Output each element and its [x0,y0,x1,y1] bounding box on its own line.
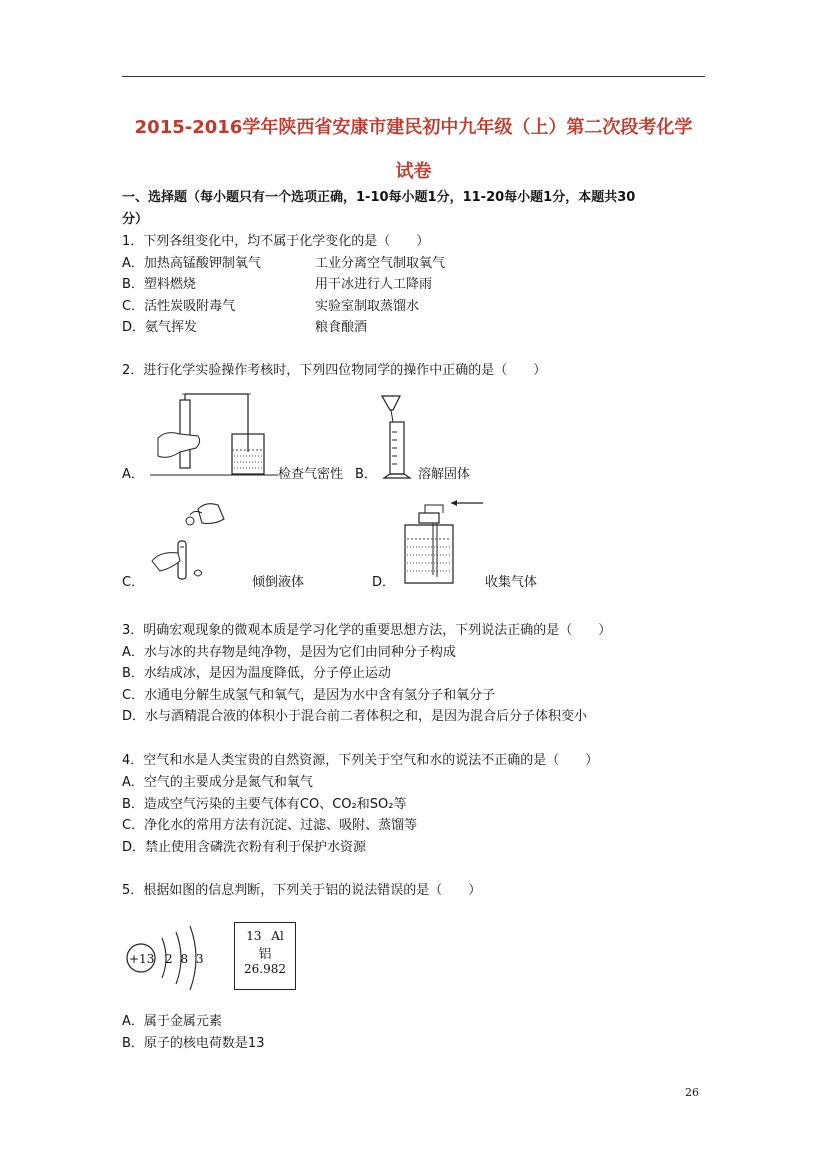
q5-option-b: B．原子的核电荷数是13 [122,1036,265,1051]
q4-option-c: C．净化水的常用方法有沉淀、过滤、吸附、蒸馏等 [122,818,418,833]
section-heading-line2: 分） [122,212,149,227]
exam-title-line1: 2015-2016学年陕西省安康市建民初中九年级（上）第二次段考化学 [134,117,693,138]
q1-option-b: B．塑料燃烧 [122,277,196,292]
q1-stem: 1．下列各组变化中，均不属于化学变化的是（ ） [122,234,430,249]
q5-option-a: A．属于金属元素 [122,1014,222,1029]
q4-option-d: D．禁止使用含磷洗衣粉有利于保护水资源 [122,840,367,855]
q4-option-a: A．空气的主要成分是氮气和氧气 [122,775,313,790]
q2-option-b-caption: 溶解固体 [418,467,471,482]
section-heading-line1: 一、选择题（每小题只有一个选项正确，1-10每小题1分，11-20每小题1分，本题共30 [122,190,636,205]
q3-option-c: C．水通电分解生成氢气和氧气，是因为水中含有氢分子和氧分子 [122,688,496,703]
figure-gas-collection [395,495,495,590]
atom-electron-shells: 2 8 3 [165,952,204,966]
q4-option-b: B．造成空气污染的主要气体有CO、CO₂和SO₂等 [122,797,407,812]
q3-option-b: B．水结成冰，是因为温度降低，分子停止运动 [122,666,391,681]
element-name: 铝 [258,947,272,962]
element-atomic-number: 13 [246,929,262,943]
figure-pouring-liquid [146,495,226,590]
q2-option-b-letter: B． [355,467,377,482]
q2-option-c-letter: C． [122,575,145,590]
q1-option-a-second: 工业分离空气制取氧气 [315,256,446,271]
q2-option-a-letter: A． [122,467,144,482]
q2-option-c-caption: 倾倒液体 [252,575,305,590]
atom-nucleus-charge: +13 [129,952,155,966]
header-rule [122,76,705,77]
q5-stem: 5．根据如图的信息判断，下列关于铝的说法错误的是（ ） [122,883,482,898]
q3-stem: 3．明确宏观现象的微观本质是学习化学的重要思想方法，下列说法正确的是（ ） [122,623,612,638]
q1-option-c: C．活性炭吸附毒气 [122,299,236,314]
q3-option-a: A．水与冰的共存物是纯净物，是因为它们由同种分子构成 [122,645,456,660]
q1-option-b-second: 用干冰进行人工降雨 [315,277,433,292]
element-symbol: Al [271,929,284,943]
q4-stem: 4．空气和水是人类宝贵的自然资源，下列关于空气和水的说法不正确的是（ ） [122,753,599,768]
page-number: 26 [685,1086,699,1099]
q1-option-c-second: 实验室制取蒸馏水 [315,299,420,314]
q2-option-a-caption: 检查气密性 [278,467,344,482]
figure-airtightness-check [140,390,280,480]
exam-title-line2: 试卷 [395,161,432,182]
q1-option-d: D．氨气挥发 [122,320,198,335]
q2-option-d-letter: D． [372,575,396,590]
q2-option-d-caption: 收集气体 [485,575,538,590]
q2-stem: 2．进行化学实验操作考核时，下列四位物同学的操作中正确的是（ ） [122,363,547,378]
q1-option-a: A．加热高锰酸钾制氧气 [122,256,261,271]
element-atomic-mass: 26.982 [244,962,286,976]
q3-option-d: D．水与酒精混合液的体积小于混合前二者体积之和，是因为混合后分子体积变小 [122,709,588,724]
q1-option-d-second: 粮食酿酒 [315,320,368,335]
figure-dissolving-solid [378,392,418,482]
aluminum-element-card [234,922,296,990]
